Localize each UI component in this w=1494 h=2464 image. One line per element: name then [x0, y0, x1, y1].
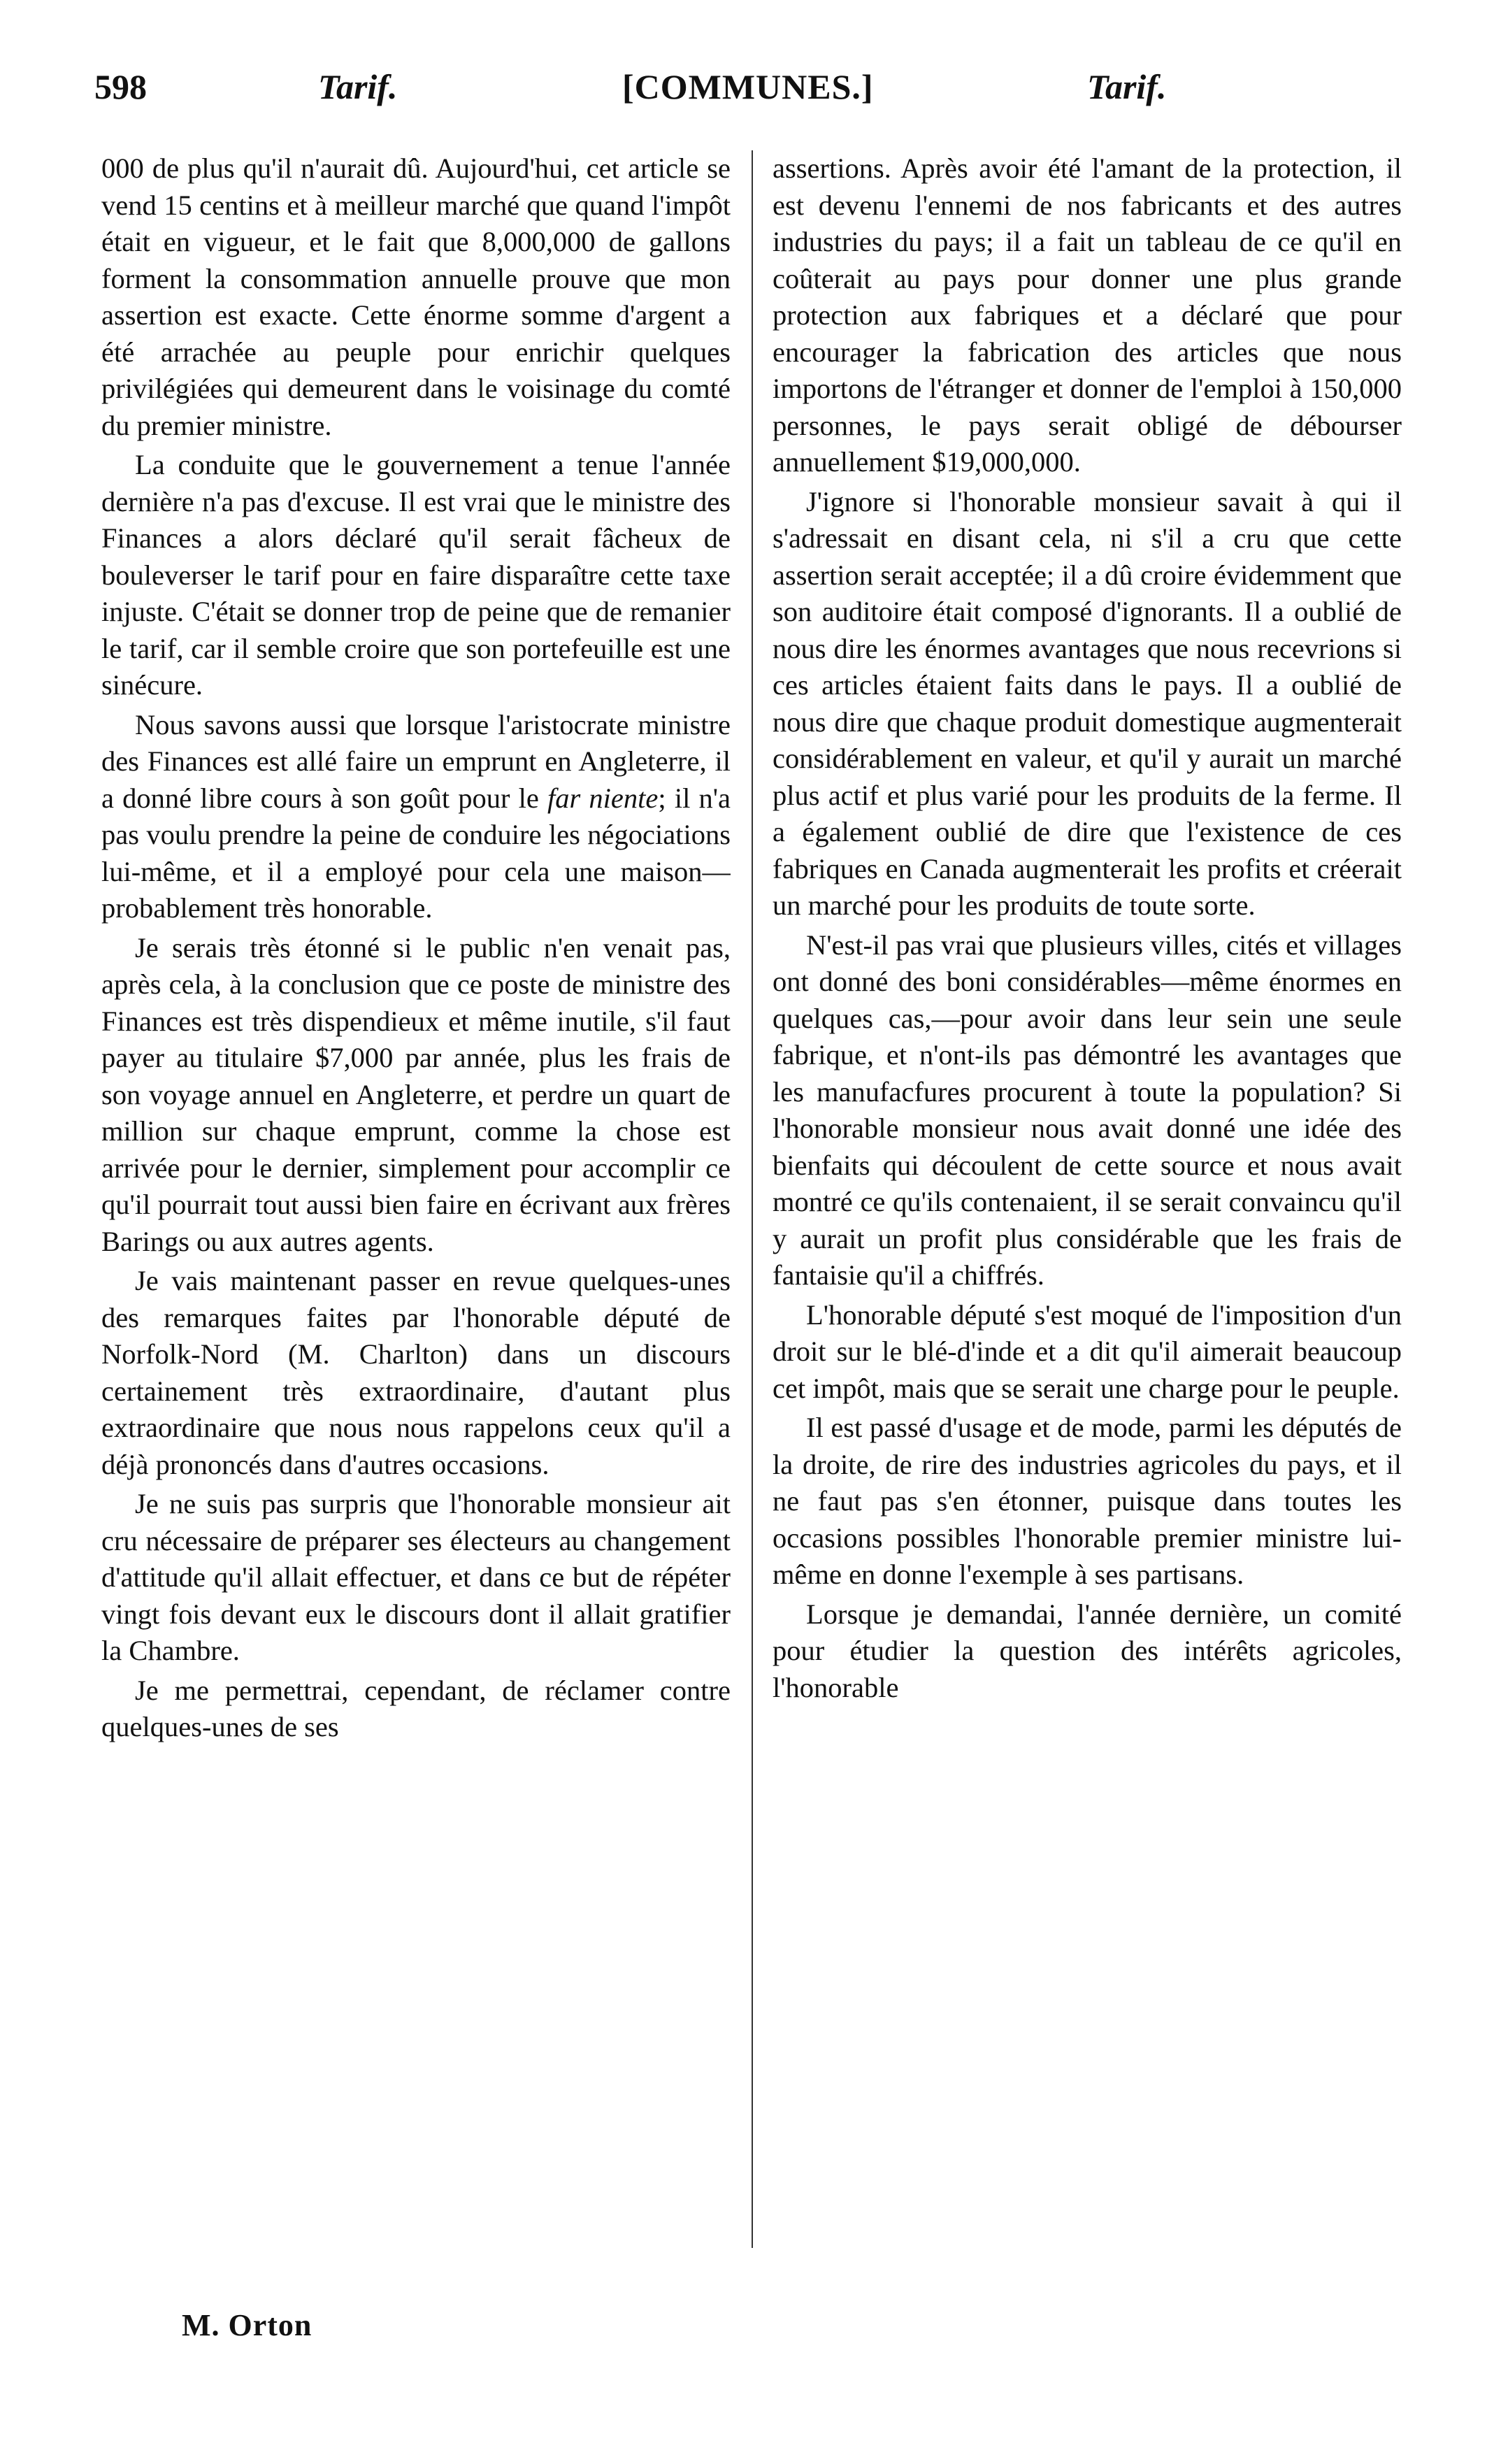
text-run: ; il n'a pas voulu prendre la peine de conduire les négociations lui-même, et il a employé pour cela une maison—probablement très honorable.: [101, 782, 731, 924]
paragraph: 000 de plus qu'il n'aurait dû. Aujourd'hui, cet article se vend 15 centins et à meilleur marché que quand l'impôt était en vigueur, et le fait que 8,000,000 de gallons forment la consommation annuelle prouve que mon assertion est exacte. Cette énorme somme d'argent a été arrachée au peuple pour enrichir quelques privilégiées qui demeurent dans le voisinage du comté du premier ministre.: [101, 152, 731, 441]
paragraph: La conduite que le gouvernement a tenue l'année dernière n'a pas d'excuse. Il est vrai que le ministre des Finances a alors déclaré qu'il serait fâcheux de bouleverser le tarif pour en faire disparaître cette taxe injuste. C'était se donner trop de peine que de remanier le tarif, car il semble croire que son portefeuille est une sinécure.: [101, 449, 731, 701]
paragraph: Lorsque je demandai, l'année dernière, un comité pour étudier la question des intérêts agricoles, l'honorable: [773, 1598, 1402, 1703]
paragraph: Je serais très étonné si le public n'en venait pas, après cela, à la conclusion que ce poste de ministre des Finances est très dispendieux et même inutile, s'il faut payer au titulaire $7,000 par année, plus les frais de son voyage annuel en Angleterre, et perdre un quart de million sur chaque emprunt, comme la chose est arrivée pour le dernier, simplement pour accomplir ce qu'il pourrait tout aussi bien faire en écrivant aux frères Barings ou aux autres agents.: [101, 931, 731, 1257]
page-number: 598: [94, 67, 147, 106]
text-run: Nous savons aussi que lorsque l'aristocrate ministre des Finances est allé faire un emprunt en Angleterre, il a donné libre cours à son goût pour le: [101, 708, 731, 814]
paragraph: Je ne suis pas surpris que l'honorable monsieur ait cru nécessaire de préparer ses électeurs au changement d'attitude qu'il allait effectuer, et dans ce but de répéter vingt fois devant eux le discours dont il allait gratifier la Chambre.: [101, 1488, 731, 1666]
header-right-title: Tarif.: [1087, 67, 1167, 106]
left-column: [101, 150, 731, 2262]
speaker-footer: M. Orton: [182, 2308, 313, 2342]
paragraph: assertions. Après avoir été l'amant de la protection, il est devenu l'ennemi de nos fabricants et des autres industries du pays; il a fait un tableau de ce qu'il en coûterait au pays pour donner une plus grande protection aux fabriques et a déclaré que pour encourager la fabrication des articles que nous importons de l'étranger et donner de l'emploi à 150,000 personnes, le pays serait obligé de débourser annuellement $19,000,000.: [773, 152, 1402, 478]
paragraph: N'est-il pas vrai que plusieurs villes, cités et villages ont donné des boni considérables—même énormes en quelques cas,—pour avoir dans leur sein une seule fabrique, et n'ont-ils pas démontré les avantages que les manufacfures procurent à toute la population? Si l'honorable monsieur nous avait donné une idée des bienfaits qui découlent de cette source et nous avait montré ce qu'ils contenaient, il se serait convaincu qu'il y aurait un profit plus considérable que les frais de fantaisie qu'il a chiffrés.: [773, 929, 1402, 1291]
header-left-title: Tarif.: [318, 67, 398, 106]
right-column: [773, 150, 1402, 2262]
paragraph: L'honorable député s'est moqué de l'imposition d'un droit sur le blé-d'inde et a dit qu'il aimerait beaucoup cet impôt, mais que se serait une charge pour le peuple.: [773, 1298, 1402, 1404]
paragraph: J'ignore si l'honorable monsieur savait à qui il s'adressait en disant cela, ni s'il a cru que cette assertion serait acceptée; il a dû croire évidemment que son auditoire était composé d'ignorants. Il a oublié de nous dire les énormes avantages que nous recevrions si ces articles étaient faits dans le pays. Il a oublié de nous dire que chaque produit domestique augmenterait considérablement en valeur, et qu'il y aurait un marché plus actif et plus varié pour les produits de la ferme. Il a également oublié de dire que l'existence de ces fabriques en Canada augmenterait les profits et créerait un marché pour les produits de toute sorte.: [773, 485, 1402, 921]
header-center-title: [COMMUNES.]: [622, 67, 874, 106]
column-divider: [752, 150, 753, 2248]
paragraph: Il est passé d'usage et de mode, parmi les députés de la droite, de rire des industries agricoles du pays, et il ne faut pas s'en étonner, puisque dans toutes les occasions possibles l'honorable premier ministre lui-même en donne l'exemple à ses partisans.: [773, 1412, 1402, 1590]
running-header: [0, 66, 1494, 129]
paragraph: [101, 707, 731, 927]
paragraph: Je me permettrai, cependant, de réclamer contre quelques-unes de ses: [101, 1674, 731, 1742]
paragraph: Je vais maintenant passer en revue quelques-unes des remarques faites par l'honorable député de Norfolk-Nord (M. Charlton) dans un discours certainement très extraordinaire, d'autant plus extraordinaire que nous nous rappelons ceux qu'il a déjà prononcés dans d'autres occasions.: [101, 1265, 731, 1480]
italic-phrase: far niente: [547, 782, 659, 814]
